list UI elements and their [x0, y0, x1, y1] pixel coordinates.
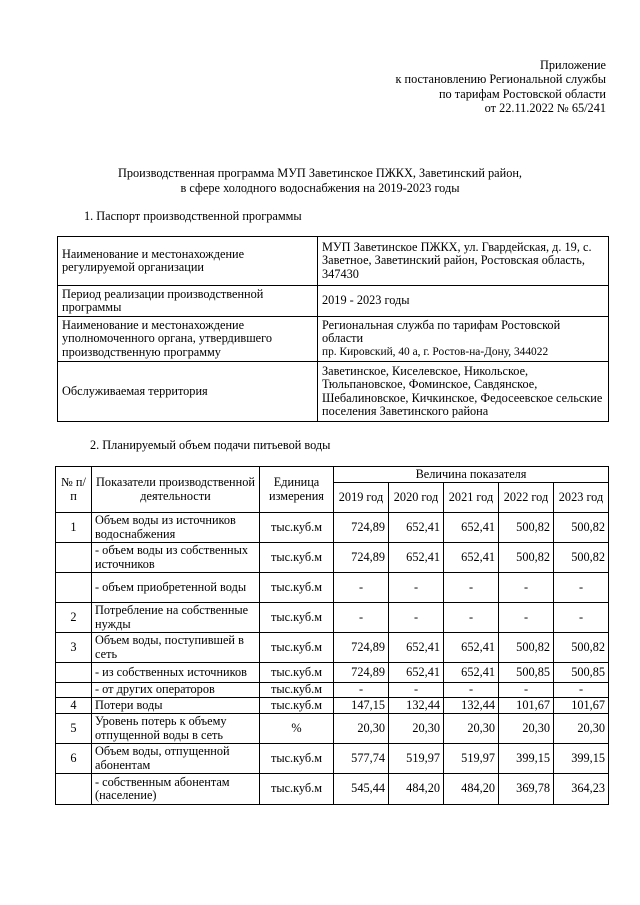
table-row: [58, 237, 609, 286]
row-value: 399,15: [554, 744, 609, 774]
row-value: 652,41: [389, 663, 444, 683]
row-value: 369,78: [499, 774, 554, 805]
row-value: 652,41: [444, 513, 499, 543]
section-heading-passport: 1. Паспорт производственной программы: [84, 209, 302, 223]
row-value: -: [444, 683, 499, 698]
row-unit: тыс.куб.м: [260, 683, 334, 698]
row-value: 20,30: [444, 714, 499, 744]
row-value: 500,82: [554, 513, 609, 543]
header-year: 2023 год: [554, 483, 609, 513]
row-value: -: [499, 683, 554, 698]
passport-value: [318, 317, 609, 362]
header-year: 2020 год: [389, 483, 444, 513]
row-num: 6: [56, 744, 92, 774]
row-indicator: Объем воды, отпущенной абонентам: [92, 744, 260, 774]
row-value: -: [444, 603, 499, 633]
row-value: -: [334, 573, 389, 603]
row-num: 5: [56, 714, 92, 744]
row-value: -: [389, 683, 444, 698]
row-value: 132,44: [389, 698, 444, 714]
row-value: 20,30: [554, 714, 609, 744]
row-unit: тыс.куб.м: [260, 543, 334, 573]
row-value: 500,82: [499, 543, 554, 573]
row-indicator: Потребление на собственные нужды: [92, 603, 260, 633]
row-indicator: Объем воды из источников водоснабжения: [92, 513, 260, 543]
row-value: 20,30: [499, 714, 554, 744]
table-row: [56, 663, 609, 683]
row-unit: тыс.куб.м: [260, 774, 334, 805]
row-value: -: [499, 603, 554, 633]
table-row: [56, 513, 609, 543]
row-value: 500,82: [499, 513, 554, 543]
document-title: [0, 166, 640, 196]
row-value: 724,89: [334, 543, 389, 573]
row-value: 147,15: [334, 698, 389, 714]
row-value: 652,41: [389, 513, 444, 543]
passport-value-address: пр. Кировский, 40 а, г. Ростов-на-Дону, 344022: [322, 345, 549, 358]
table-row: [56, 543, 609, 573]
row-value: 652,41: [444, 543, 499, 573]
row-num: 3: [56, 633, 92, 663]
row-indicator: Объем воды, поступившей в сеть: [92, 633, 260, 663]
row-value: -: [499, 573, 554, 603]
row-value: 500,82: [554, 633, 609, 663]
row-value: 652,41: [444, 633, 499, 663]
row-unit: %: [260, 714, 334, 744]
row-value: 519,97: [389, 744, 444, 774]
passport-value: 2019 - 2023 годы: [318, 286, 609, 317]
row-value: 364,23: [554, 774, 609, 805]
row-value: 500,85: [499, 663, 554, 683]
passport-label: Наименование и местонахождение уполномоченного органа, утвердившего производственную программу: [58, 317, 318, 362]
row-unit: тыс.куб.м: [260, 698, 334, 714]
row-indicator: - объем воды из собственных источников: [92, 543, 260, 573]
row-num: [56, 663, 92, 683]
row-num: [56, 543, 92, 573]
table-row: [56, 683, 609, 698]
table-row: [58, 286, 609, 317]
row-unit: тыс.куб.м: [260, 513, 334, 543]
row-num: 2: [56, 603, 92, 633]
row-value: 724,89: [334, 663, 389, 683]
table-row: [56, 633, 609, 663]
row-num: 4: [56, 698, 92, 714]
row-indicator: - объем приобретенной воды: [92, 573, 260, 603]
row-value: 101,67: [554, 698, 609, 714]
appendix-line: по тарифам Ростовской области: [438, 86, 606, 101]
passport-label: Период реализации производственной программы: [58, 286, 318, 317]
row-value: 399,15: [499, 744, 554, 774]
row-unit: тыс.куб.м: [260, 633, 334, 663]
row-value: 724,89: [334, 513, 389, 543]
row-value: 519,97: [444, 744, 499, 774]
row-indicator: Потери воды: [92, 698, 260, 714]
table-row: [56, 603, 609, 633]
row-value: 500,82: [499, 633, 554, 663]
header-num: № п/п: [56, 467, 92, 513]
row-value: 500,85: [554, 663, 609, 683]
table-row: [56, 744, 609, 774]
passport-table: [57, 236, 609, 422]
row-value: 500,82: [554, 543, 609, 573]
row-num: 1: [56, 513, 92, 543]
header-year: 2019 год: [334, 483, 389, 513]
row-unit: тыс.куб.м: [260, 663, 334, 683]
passport-value: МУП Заветинское ПЖКХ, ул. Гвардейская, д. 19, с. Заветное, Заветинский район, Ростовская область, 347430: [318, 237, 609, 286]
table-row: [58, 317, 609, 362]
row-value: 545,44: [334, 774, 389, 805]
row-value: -: [554, 683, 609, 698]
row-value: 484,20: [389, 774, 444, 805]
header-year: 2021 год: [444, 483, 499, 513]
row-num: [56, 683, 92, 698]
row-value: -: [389, 573, 444, 603]
row-value: -: [554, 603, 609, 633]
row-value: -: [389, 603, 444, 633]
row-num: [56, 774, 92, 805]
water-volume-table: [55, 466, 609, 805]
row-unit: тыс.куб.м: [260, 573, 334, 603]
row-unit: тыс.куб.м: [260, 744, 334, 774]
header-year: 2022 год: [499, 483, 554, 513]
table-row: [58, 362, 609, 422]
header-unit: Единица измерения: [260, 467, 334, 513]
row-value: -: [554, 573, 609, 603]
row-value: 652,41: [389, 543, 444, 573]
row-value: -: [334, 603, 389, 633]
row-indicator: Уровень потерь к объему отпущенной воды в сеть: [92, 714, 260, 744]
row-value: 577,74: [334, 744, 389, 774]
row-value: 132,44: [444, 698, 499, 714]
appendix-date: от 22.11.2022 № 65/241: [484, 101, 606, 116]
row-value: 652,41: [444, 663, 499, 683]
table-row: [56, 698, 609, 714]
row-value: 20,30: [334, 714, 389, 744]
row-value: 101,67: [499, 698, 554, 714]
row-value: -: [334, 683, 389, 698]
row-value: 20,30: [389, 714, 444, 744]
table-row: [56, 774, 609, 805]
header-value-group: Величина показателя: [334, 467, 609, 483]
row-value: -: [444, 573, 499, 603]
row-num: [56, 573, 92, 603]
appendix-line: к постановлению Региональной службы: [395, 72, 606, 87]
header-indicator: Показатели производственной деятельности: [92, 467, 260, 513]
appendix-block: [346, 58, 606, 116]
passport-value-line: Региональная служба по тарифам Ростовской области: [322, 317, 561, 346]
title-line: в сфере холодного водоснабжения на 2019-2023 годы: [180, 181, 460, 195]
table-row: [56, 573, 609, 603]
row-indicator: - из собственных источников: [92, 663, 260, 683]
row-value: 652,41: [389, 633, 444, 663]
passport-label: Наименование и местонахождение регулируемой организации: [58, 237, 318, 286]
table-header-row: [56, 467, 609, 483]
row-value: 484,20: [444, 774, 499, 805]
passport-label: Обслуживаемая территория: [58, 362, 318, 422]
row-value: 724,89: [334, 633, 389, 663]
row-unit: тыс.куб.м: [260, 603, 334, 633]
table-row: [56, 714, 609, 744]
passport-value: Заветинское, Киселевское, Никольское, Тюльпановское, Фоминское, Савдянское, Шебалиновское, Кичкинское, Федосеевское сельские поселения Заветинского района: [318, 362, 609, 422]
appendix-line: Приложение: [540, 58, 606, 72]
title-line: Производственная программа МУП Заветинское ПЖКХ, Заветинский район,: [117, 166, 522, 180]
section-heading-volume: 2. Планируемый объем подачи питьевой воды: [90, 438, 331, 452]
row-indicator: - собственным абонентам (население): [92, 774, 260, 805]
row-indicator: - от других операторов: [92, 683, 260, 698]
